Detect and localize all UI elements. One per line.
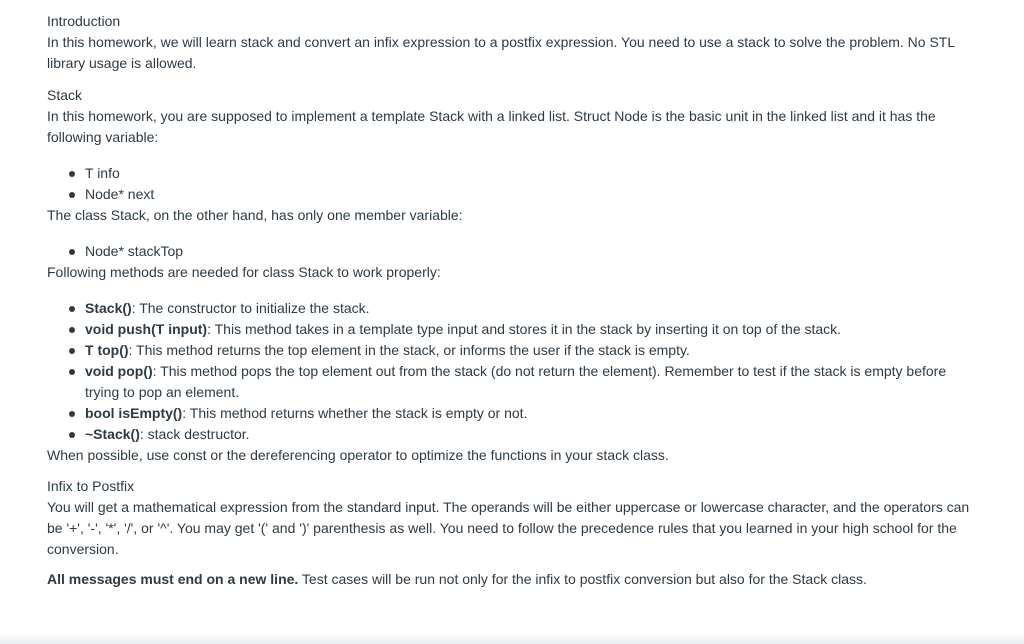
methods-list bbox=[47, 298, 977, 445]
list-item bbox=[47, 319, 977, 340]
final-note-bold: All messages must end on a new line. bbox=[47, 571, 299, 587]
node-variable-list bbox=[47, 163, 977, 205]
stack-paragraph: In this homework, you are supposed to implement a template Stack with a linked list. Struct Node is the basic unit in the linked list and it has the following variable: bbox=[47, 108, 936, 145]
method-name: Stack() bbox=[85, 300, 132, 316]
method-description: : This method takes in a template type input and stores it in the stack by inserting it on top of the stack. bbox=[207, 321, 842, 337]
method-description: : The constructor to initialize the stack. bbox=[131, 300, 370, 316]
list-item: Node* stackTop bbox=[47, 241, 977, 262]
postfix-heading: Infix to Postfix bbox=[47, 478, 135, 494]
list-item bbox=[47, 424, 977, 445]
method-name: ~Stack() bbox=[85, 426, 140, 442]
list-item: Node* next bbox=[47, 184, 977, 205]
final-note-rest: Test cases will be run not only for the infix to postfix conversion but also for the Stack class. bbox=[298, 571, 867, 587]
list-item bbox=[47, 361, 977, 403]
class-paragraph: The class Stack, on the other hand, has only one member variable: bbox=[47, 207, 463, 223]
methods-intro-paragraph: Following methods are needed for class Stack to work properly: bbox=[47, 264, 441, 280]
list-item bbox=[47, 298, 977, 319]
final-note-paragraph bbox=[47, 569, 977, 590]
method-description: : This method pops the top element out from the stack (do not return the element). Remember to test if the stack is empty before trying to pop an element. bbox=[85, 363, 947, 400]
method-description: : This method returns whether the stack is empty or not. bbox=[182, 405, 528, 421]
list-item: T info bbox=[47, 163, 977, 184]
method-name: void push(T input) bbox=[85, 321, 208, 337]
document-page bbox=[47, 11, 977, 590]
class-variable-list bbox=[47, 241, 977, 262]
list-item bbox=[47, 340, 977, 361]
method-name: void pop() bbox=[85, 363, 153, 379]
intro-heading: Introduction bbox=[47, 13, 121, 29]
postfix-paragraph: You will get a mathematical expression from the standard input. The operands will be either uppercase or lowercase character, and the operators can be '+', '-', '*', '/', or '^'. You may get '(' and ')' parenthesis as well. You need to follow the precedence rules that you learned in your high school for the conversion. bbox=[47, 499, 970, 557]
method-description: : stack destructor. bbox=[139, 426, 250, 442]
intro-paragraph: In this homework, we will learn stack and convert an infix expression to a postfix expression. You need to use a stack to solve the problem. No STL library usage is allowed. bbox=[47, 34, 955, 71]
method-name: T top() bbox=[85, 342, 129, 358]
bottom-edge-shadow bbox=[0, 634, 1024, 644]
const-note-paragraph: When possible, use const or the dereferencing operator to optimize the functions in your stack class. bbox=[47, 447, 669, 463]
stack-heading: Stack bbox=[47, 87, 83, 103]
list-item bbox=[47, 403, 977, 424]
method-name: bool isEmpty() bbox=[85, 405, 183, 421]
method-description: : This method returns the top element in the stack, or informs the user if the stack is empty. bbox=[128, 342, 690, 358]
